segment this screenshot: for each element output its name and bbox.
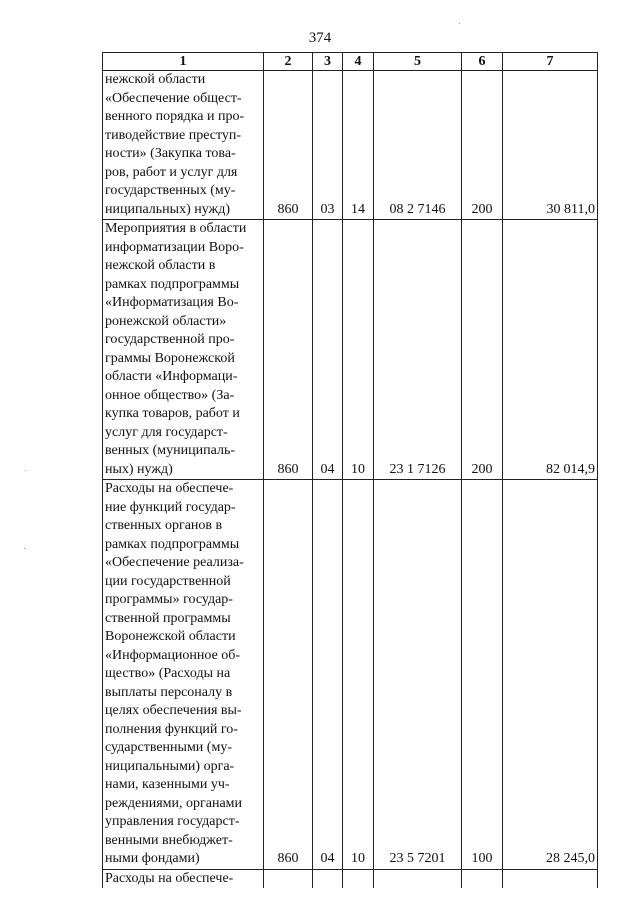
table-row-partial: [103, 869, 598, 888]
description-line: ственных органов в: [105, 518, 223, 533]
description-line: ниципальными) орга-: [105, 758, 235, 774]
cell-empty: [374, 869, 462, 888]
cell-amount: 30 811,0: [503, 71, 598, 220]
description-line: целях обеспечения вы-: [105, 703, 242, 718]
description-line: «Информатизация Во-: [105, 295, 239, 310]
description-line: тиводействие преступ-: [105, 127, 242, 143]
col-header-2: 2: [264, 53, 313, 71]
budget-table: [102, 52, 598, 888]
cell-code-5: 23 1 7126: [374, 220, 462, 480]
col-header-4: 4: [343, 53, 374, 71]
description-line: реждениями, органами: [105, 795, 243, 811]
description-line: Расходы на обеспече-: [105, 481, 234, 496]
cell-code-4: 10: [343, 480, 374, 870]
cell-code-5: 08 2 7146: [374, 71, 462, 220]
cell-description: [103, 220, 264, 480]
description-line: информатизации Воро-: [105, 239, 244, 255]
description-line: онное общество» (За-: [105, 387, 235, 403]
description-line: ности» (Закупка това-: [105, 146, 236, 161]
description-line: Расходы на обеспече-: [105, 870, 234, 886]
col-header-7: 7: [503, 53, 598, 71]
cell-code-3: 03: [313, 71, 343, 220]
description-line: щество» (Расходы на: [105, 666, 231, 681]
page-number: 374: [308, 30, 332, 46]
col-header-5: 5: [374, 53, 462, 71]
col-header-6: 6: [462, 53, 503, 71]
description-line: нежской области в: [105, 258, 216, 273]
description-line: венного порядка и про-: [105, 109, 245, 124]
description-line: ции государственной: [105, 573, 231, 589]
cell-code-6: 100: [462, 480, 503, 870]
description-line: области «Информаци-: [105, 369, 238, 384]
cell-empty: [313, 869, 343, 888]
description-line: рамках подпрограммы: [105, 536, 240, 552]
description-line: ными фондами): [105, 851, 200, 866]
description-line: программы» государ-: [105, 592, 233, 607]
cell-empty: [462, 869, 503, 888]
cell-code-2: 860: [264, 220, 313, 480]
description-line: венными внебюджет-: [105, 832, 233, 848]
header-row: [103, 53, 598, 71]
scan-speck: [25, 470, 26, 471]
cell-amount: 28 245,0: [503, 480, 598, 870]
cell-code-3: 04: [313, 220, 343, 480]
description-line: государственных (му-: [105, 183, 236, 198]
cell-amount: 82 014,9: [503, 220, 598, 480]
description-line: Воронежской области: [105, 629, 236, 644]
description-line: ных) нужд): [105, 461, 173, 477]
cell-code-3: 04: [313, 480, 343, 870]
cell-description: [103, 480, 264, 870]
description-line: полнения функций го-: [105, 721, 238, 737]
description-line: ров, работ и услуг для: [105, 164, 238, 180]
cell-code-6: 200: [462, 220, 503, 480]
table-row: [103, 220, 598, 480]
description-line: ние функций государ-: [105, 499, 236, 515]
description-line: «Обеспечение реализа-: [105, 555, 244, 570]
description-line: услуг для государст-: [105, 424, 228, 440]
description-line: государственной про-: [105, 332, 235, 347]
col-header-1: 1: [103, 53, 264, 71]
description-line: «Обеспечение общест-: [105, 90, 242, 106]
description-line: Мероприятия в области: [105, 221, 247, 236]
description-line: «Информационное об-: [105, 647, 241, 663]
cell-code-2: 860: [264, 71, 313, 220]
table-body: [103, 71, 598, 889]
description-line: ственной программы: [105, 610, 231, 626]
cell-code-4: 10: [343, 220, 374, 480]
description-line: выплаты персоналу в: [105, 684, 233, 700]
cell-code-6: 200: [462, 71, 503, 220]
description-line: ниципальных) нужд): [105, 201, 230, 217]
cell-description: [103, 869, 264, 888]
table-row: [103, 480, 598, 870]
description-line: управления государст-: [105, 814, 240, 829]
cell-empty: [343, 869, 374, 888]
description-line: нами, казенными уч-: [105, 777, 230, 792]
table-row: [103, 71, 598, 220]
description-line: венных (муниципаль-: [105, 443, 235, 458]
cell-empty: [264, 869, 313, 888]
description-line: рамках подпрограммы: [105, 276, 240, 292]
description-line: нежской области: [105, 72, 206, 87]
cell-description: [103, 71, 264, 220]
description-line: сударственными (му-: [105, 740, 232, 755]
scan-speck: [24, 548, 25, 549]
description-line: купка товаров, работ и: [105, 406, 240, 421]
description-line: граммы Воронежской: [105, 350, 235, 366]
cell-code-5: 23 5 7201: [374, 480, 462, 870]
cell-code-4: 14: [343, 71, 374, 220]
cell-empty: [503, 869, 598, 888]
col-header-3: 3: [313, 53, 343, 71]
scan-speck: [459, 23, 460, 24]
cell-code-2: 860: [264, 480, 313, 870]
description-line: ронежской области»: [105, 313, 227, 329]
